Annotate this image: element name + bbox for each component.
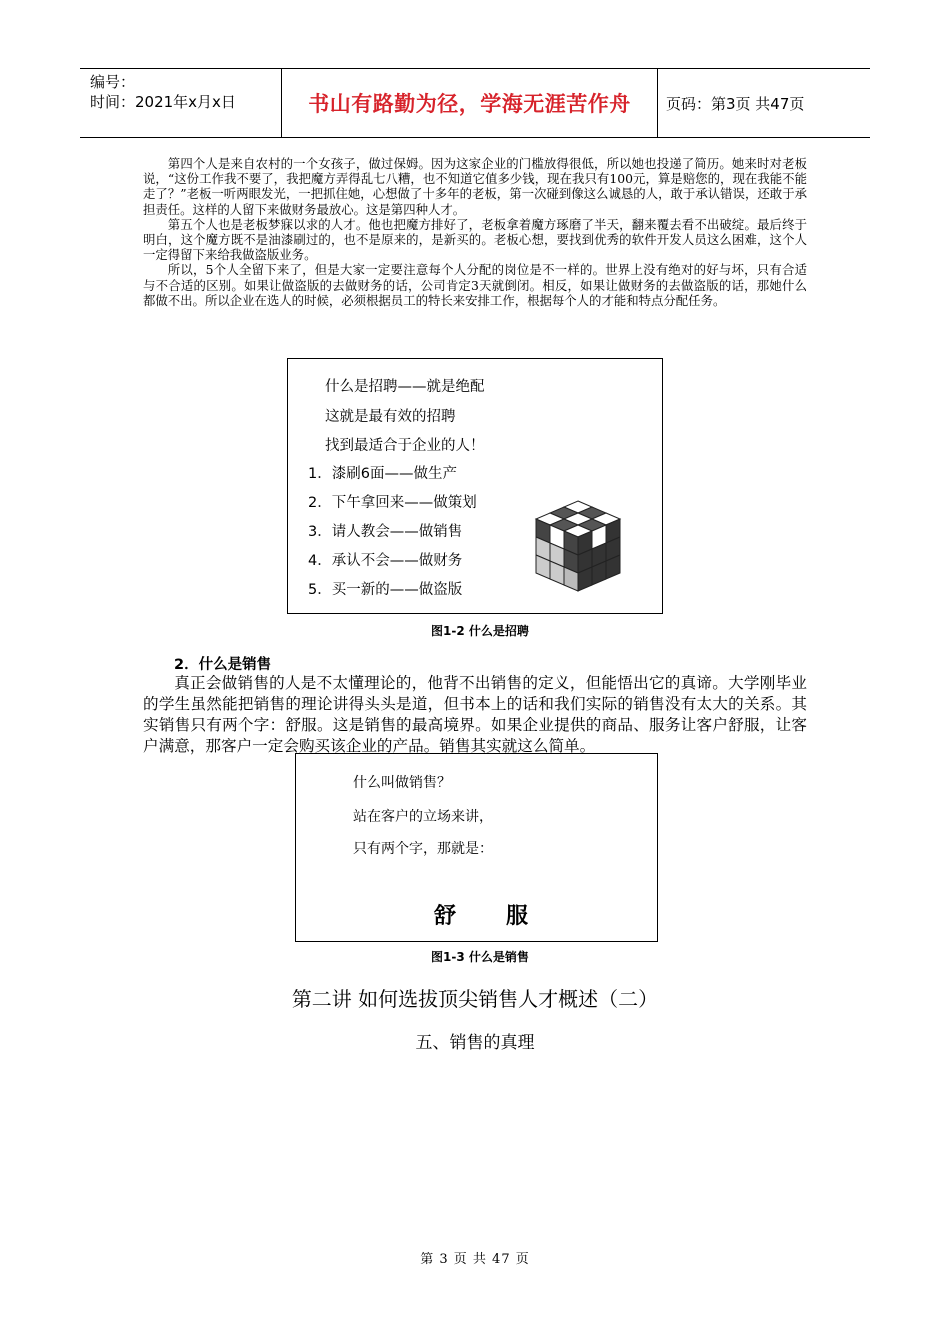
header-meta bbox=[80, 69, 282, 137]
big-word-1: 舒 bbox=[434, 904, 457, 929]
section-text bbox=[143, 673, 807, 757]
figure-caption-1: 图1-2 什么是招聘 bbox=[431, 624, 529, 638]
figure-line-2: 这就是最有效的招聘 bbox=[325, 409, 456, 425]
paragraph-3: 所以，5个人全留下来了，但是大家一定要注意每个人分配的岗位是不一样的。世界上没有绝对的好与坏，只有合适与不合适的区别。如果让做盗版的去做财务的话，公司肯定3天就倒闭。相反，如果让做财务的去做盗版的话，那她什么都做不出。所以企业在选人的时候，必须根据员工的特长来安排工作，根据每个人的才能和特点分配任务。 bbox=[143, 262, 807, 308]
figure-line-1: 什么是招聘——就是绝配 bbox=[325, 379, 485, 395]
figure-line-4: 1．漆刷6面——做生产 bbox=[308, 466, 457, 482]
figure2-line-3: 只有两个字，那就是： bbox=[353, 841, 493, 857]
subsection-heading: 五、销售的真理 bbox=[415, 1033, 535, 1053]
time-label: 时间：2021年x月x日 bbox=[90, 93, 236, 111]
section-paragraph: 真正会做销售的人是不太懂理论的，他背不出销售的定义，但能悟出它的真谛。大学刚毕业的学生虽然能把销售的理论讲得头头是道，但书本上的话和我们实际的销售没有太大的关系。其实销售只有两个字：舒服。这是销售的最高境界。如果企业提供的商品、服务让客户舒服，让客户满意，那客户一定会购买该企业的产品。销售其实就这么简单。 bbox=[143, 674, 807, 755]
figure-line-7: 4．承认不会——做财务 bbox=[308, 553, 463, 569]
figure-line-5: 2．下午拿回来——做策划 bbox=[308, 495, 477, 511]
figure2-line-1: 什么叫做销售？ bbox=[353, 775, 451, 791]
figure-line-8: 5．买一新的——做盗版 bbox=[308, 582, 463, 598]
paragraph-2: 第五个人也是老板梦寐以求的人才。他也把魔方排好了，老板拿着魔方琢磨了半天，翻来覆去看不出破绽。最后终于明白，这个魔方既不是油漆刷过的，也不是原来的，是新买的。老板心想，要找到优秀的软件开发人员这么困难，这个人一定得留下来给我做盗版业务。 bbox=[143, 216, 807, 263]
figure-recruitment bbox=[287, 358, 663, 614]
body-text bbox=[143, 156, 807, 308]
page-footer: 第 3 页 共 47 页 bbox=[420, 1252, 530, 1267]
figure2-line-2: 站在客户的立场来讲， bbox=[353, 809, 493, 825]
figure-sales bbox=[295, 753, 658, 942]
paragraph-1: 第四个人是来自农村的一个女孩子，做过保姆。因为这家企业的门槛放得很低，所以她也投递了简历。她来时对老板说，“这份工作我不要了，我把魔方弄得乱七八糟，也不知道它值多少钱，现在我只有100元，算是赔您的，现在我能不能走了？”老板一听两眼发光，一把抓住她，心想做了十多年的老板，第一次碰到像这么诚恳的人，敢于承认错误，还敢于承担责任。这样的人留下来做财务最放心。这是第四种人才。 bbox=[143, 156, 807, 217]
rubiks-cube-icon bbox=[528, 497, 648, 607]
number-label: 编号： bbox=[90, 73, 136, 91]
big-word-2: 服 bbox=[506, 904, 529, 929]
figure-line-6: 3．请人教会——做销售 bbox=[308, 524, 463, 540]
lecture-heading: 第二讲 如何选拔顶尖销售人才概述（二） bbox=[291, 987, 659, 1011]
page-header bbox=[80, 68, 870, 138]
header-motto: 书山有路勤为径，学海无涯苦作舟 bbox=[282, 69, 658, 137]
section-heading: 2．什么是销售 bbox=[174, 657, 272, 673]
figure-caption-2: 图1-3 什么是销售 bbox=[431, 950, 529, 964]
header-page-label: 页码：第3页 共47页 bbox=[666, 94, 805, 113]
figure-line-3: 找到最适合于企业的人！ bbox=[325, 438, 485, 454]
